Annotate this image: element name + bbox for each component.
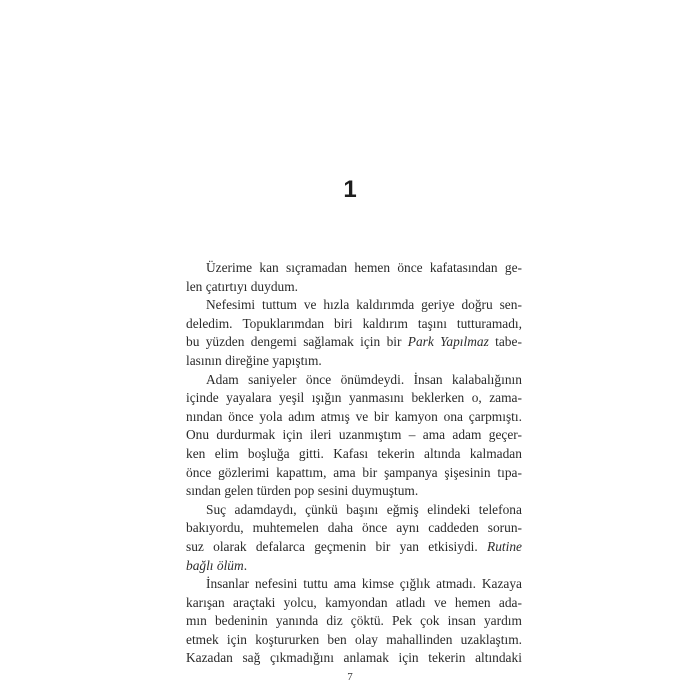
word: geriye bbox=[421, 297, 455, 313]
word: altında bbox=[424, 445, 461, 461]
word: gelen bbox=[224, 483, 254, 499]
word: anlamak bbox=[343, 650, 389, 666]
word: Onu bbox=[186, 427, 210, 443]
word: eğmiş bbox=[386, 501, 419, 517]
word: yola bbox=[259, 408, 283, 424]
word: atmış bbox=[320, 408, 350, 424]
word: kaldırımda bbox=[356, 297, 415, 313]
word: karışan bbox=[186, 594, 225, 610]
word: ve bbox=[303, 297, 317, 313]
word: yardım bbox=[483, 613, 522, 629]
word: başını bbox=[346, 501, 379, 517]
paragraph bbox=[186, 501, 522, 575]
word: doğru bbox=[461, 297, 493, 313]
word: saniyeler bbox=[248, 371, 297, 387]
word: yayalara bbox=[226, 390, 272, 406]
word: durdurmak bbox=[216, 427, 276, 443]
word: kalmadan bbox=[469, 445, 522, 461]
word: yanmasını bbox=[348, 390, 404, 406]
word: önümdeydi. bbox=[340, 371, 405, 387]
word: Rutine bbox=[487, 538, 522, 554]
word: koştururken bbox=[255, 631, 320, 647]
text-line bbox=[186, 482, 522, 501]
word: Nefesimi bbox=[206, 297, 256, 313]
text-line bbox=[186, 612, 522, 631]
word: için bbox=[360, 334, 381, 350]
word: aynı bbox=[396, 520, 420, 536]
word: dengemi bbox=[250, 334, 297, 350]
word: tutturamadı, bbox=[456, 315, 522, 331]
word: lasının bbox=[186, 352, 222, 368]
word: içinde bbox=[186, 390, 219, 406]
text-line bbox=[186, 371, 522, 390]
word: bir bbox=[375, 538, 391, 554]
word: Kafası bbox=[333, 445, 369, 461]
word: ama bbox=[422, 427, 446, 443]
word: önce bbox=[362, 520, 388, 536]
paragraph bbox=[186, 575, 522, 668]
text-line bbox=[186, 464, 522, 483]
word: hızla bbox=[323, 297, 350, 313]
word: için bbox=[398, 650, 419, 666]
word: sen- bbox=[499, 297, 522, 313]
word: geçmenin bbox=[314, 538, 367, 554]
text-line bbox=[186, 501, 522, 520]
text-line bbox=[186, 389, 522, 408]
word: muhtemelen bbox=[252, 520, 319, 536]
word: nından bbox=[186, 408, 223, 424]
word: tabe- bbox=[495, 334, 522, 350]
word: Suç bbox=[206, 501, 227, 517]
paragraph bbox=[186, 371, 522, 501]
word: kimse bbox=[361, 576, 394, 592]
word: türden bbox=[256, 483, 291, 499]
word: olarak bbox=[213, 538, 247, 554]
word: insan bbox=[447, 613, 476, 629]
word: önce bbox=[228, 408, 254, 424]
word: biri bbox=[334, 315, 353, 331]
word: çıkmadığını bbox=[269, 650, 334, 666]
word: çığlık bbox=[399, 576, 431, 592]
word: mahallinden bbox=[386, 631, 453, 647]
word: bir bbox=[362, 464, 378, 480]
text-line bbox=[186, 408, 522, 427]
text-line bbox=[186, 575, 522, 594]
word: taşını bbox=[417, 315, 447, 331]
text-line bbox=[186, 259, 522, 278]
text-line bbox=[186, 296, 522, 315]
word: önce bbox=[186, 464, 212, 480]
word: bakıyordu, bbox=[186, 520, 244, 536]
word: çöktü. bbox=[350, 613, 384, 629]
word: önce bbox=[397, 260, 423, 275]
word: bağlı bbox=[186, 557, 214, 573]
word: hemen bbox=[354, 260, 391, 275]
word: Kazaya bbox=[481, 576, 522, 592]
word: suz bbox=[186, 538, 204, 554]
word: Üzerime bbox=[206, 260, 253, 275]
chapter-number: 1 bbox=[343, 176, 357, 203]
word: defalarca bbox=[255, 538, 305, 554]
word: etkisiydi. bbox=[428, 538, 478, 554]
word: elim bbox=[214, 445, 239, 461]
word: sından bbox=[186, 483, 221, 499]
word: olay bbox=[354, 631, 378, 647]
word: önce bbox=[305, 371, 332, 387]
word: len bbox=[186, 278, 203, 294]
word: adım bbox=[288, 408, 315, 424]
word: için bbox=[282, 427, 303, 443]
word: çünkü bbox=[305, 501, 338, 517]
word: kamyondan bbox=[325, 594, 388, 610]
word: sağ bbox=[242, 650, 261, 666]
word: direğine bbox=[225, 352, 269, 368]
word: tuttum bbox=[261, 297, 297, 313]
word: duydum. bbox=[250, 278, 298, 294]
word: kalabalığının bbox=[452, 371, 522, 387]
word: yan bbox=[399, 538, 419, 554]
text-line bbox=[186, 557, 522, 576]
word: adam bbox=[452, 427, 482, 443]
text-line bbox=[186, 352, 522, 371]
word: ileri bbox=[309, 427, 332, 443]
word: deledim. bbox=[186, 315, 233, 331]
word: duymuştum. bbox=[351, 483, 419, 499]
word: geçer- bbox=[488, 427, 522, 443]
word: adamdaydı, bbox=[234, 501, 297, 517]
word: atladı bbox=[395, 594, 426, 610]
word: Yapılmaz bbox=[440, 334, 489, 350]
word: İnsanlar bbox=[206, 576, 250, 592]
word: mın bbox=[186, 613, 207, 629]
paragraph bbox=[186, 259, 522, 296]
text-line bbox=[186, 426, 522, 445]
word: çatırtıyı bbox=[205, 278, 248, 294]
word: ışığın bbox=[311, 390, 342, 406]
word: zama- bbox=[489, 390, 522, 406]
word: bu bbox=[186, 334, 200, 350]
word: Park bbox=[407, 334, 434, 350]
text-line bbox=[186, 315, 522, 334]
word: araçtaki bbox=[232, 594, 276, 610]
word: ben bbox=[327, 631, 347, 647]
word: gözlerimi bbox=[218, 464, 270, 480]
text-line bbox=[186, 538, 522, 557]
word: ken bbox=[186, 445, 206, 461]
word: atmadı. bbox=[436, 576, 476, 592]
word: ve bbox=[355, 408, 369, 424]
word: ama bbox=[333, 464, 356, 480]
text-line bbox=[186, 278, 522, 297]
word: çarpmıştı. bbox=[468, 408, 522, 424]
word: şişesinin bbox=[444, 464, 491, 480]
word: o, bbox=[471, 390, 482, 406]
word: daha bbox=[327, 520, 354, 536]
text-line bbox=[186, 519, 522, 538]
word: telefona bbox=[478, 501, 522, 517]
page-number: 7 bbox=[347, 671, 353, 683]
word: Topuklarımdan bbox=[242, 315, 325, 331]
word: sağlamak bbox=[303, 334, 354, 350]
word: Pek bbox=[391, 613, 413, 629]
word: bir bbox=[374, 408, 389, 424]
word: boşluğa bbox=[247, 445, 290, 461]
word: uzaklaştım. bbox=[460, 631, 522, 647]
text-line bbox=[186, 333, 522, 352]
word: yeşil bbox=[278, 390, 305, 406]
word: caddeden bbox=[428, 520, 479, 536]
word: ölüm. bbox=[216, 557, 248, 573]
text-line bbox=[186, 594, 522, 613]
word: uzanmıştım bbox=[338, 427, 402, 443]
word: bedeninin bbox=[214, 613, 268, 629]
body-text bbox=[186, 259, 522, 668]
word: ve bbox=[433, 594, 447, 610]
word: – bbox=[408, 427, 416, 443]
word: tekerin bbox=[377, 445, 415, 461]
word: sıçramadan bbox=[286, 260, 348, 275]
word: altındaki bbox=[475, 650, 522, 666]
word: tekerin bbox=[428, 650, 466, 666]
word: yanında bbox=[275, 613, 319, 629]
word: yolcu, bbox=[283, 594, 317, 610]
word: yüzden bbox=[205, 334, 245, 350]
word: kaldırım bbox=[362, 315, 408, 331]
word: kapattım, bbox=[276, 464, 327, 480]
word: şampanya bbox=[384, 464, 438, 480]
word: kamyon bbox=[394, 408, 438, 424]
word: yapıştım. bbox=[272, 352, 322, 368]
word: ada- bbox=[498, 594, 522, 610]
word: ge- bbox=[504, 260, 522, 275]
word: diz bbox=[326, 613, 343, 629]
text-line bbox=[186, 631, 522, 650]
word: kafatasından bbox=[429, 260, 498, 275]
word: İnsan bbox=[413, 371, 443, 387]
word: Adam bbox=[206, 371, 239, 387]
word: sorun- bbox=[487, 520, 522, 536]
word: pop bbox=[294, 483, 315, 499]
word: ona bbox=[443, 408, 463, 424]
word: çok bbox=[420, 613, 440, 629]
word: beklerken bbox=[411, 390, 465, 406]
word: sesini bbox=[317, 483, 349, 499]
word: için bbox=[226, 631, 248, 647]
text-line bbox=[186, 649, 522, 668]
word: bir bbox=[386, 334, 402, 350]
text-line bbox=[186, 445, 522, 464]
word: elindeki bbox=[427, 501, 471, 517]
word: etmek bbox=[186, 631, 219, 647]
word: tıpa- bbox=[497, 464, 522, 480]
word: tuttu bbox=[303, 576, 328, 592]
word: hemen bbox=[454, 594, 491, 610]
word: gitti. bbox=[298, 445, 324, 461]
word: Kazadan bbox=[186, 650, 233, 666]
word: ama bbox=[333, 576, 357, 592]
word: kan bbox=[259, 260, 279, 275]
word: nefesini bbox=[255, 576, 298, 592]
paragraph bbox=[186, 296, 522, 370]
